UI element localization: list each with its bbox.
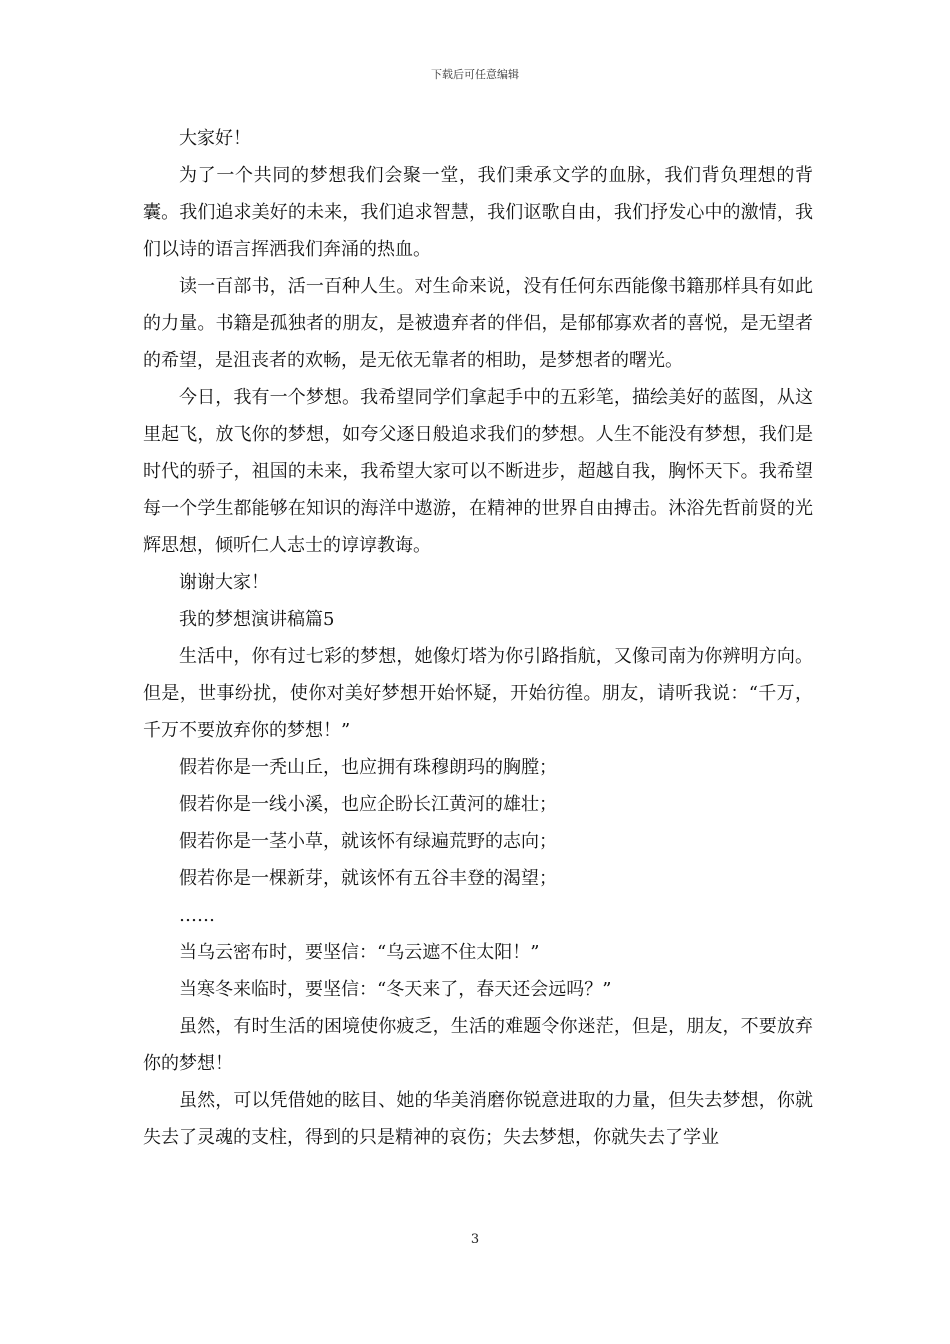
paragraph: 当寒冬来临时，要坚信：“冬天来了，春天还会远吗？” [179, 979, 612, 1000]
paragraph-thanks: 谢谢大家！ [179, 572, 269, 593]
paragraph: 当乌云密布时，要坚信：“乌云遮不住太阳！” [179, 942, 540, 963]
paragraph: 今日，我有一个梦想。我希望同学们拿起手中的五彩笔，描绘美好的蓝图，从这里起飞，放飞你的梦想，如夸父逐日般追求我们的梦想。人生不能没有梦想，我们是时代的骄子，祖国的未来，我希望大家可以不断进步，超越自我，胸怀天下。我希望每一个学生都能够在知识的海洋中遨游，在精神的世界自由搏击。沐浴先哲前贤的光辉思想，倾听仁人志士的谆谆教诲。 [143, 387, 813, 556]
section-title: 我的梦想演讲稿篇5 [179, 609, 335, 630]
paragraph: 读一百部书，活一百种人生。对生命来说，没有任何东西能像书籍那样具有如此的力量。书籍是孤独者的朋友，是被遗弃者的伴侣，是郁郁寡欢者的喜悦，是无望者的希望，是沮丧者的欢畅，是无依无靠者的相助，是梦想者的曙光。 [143, 276, 813, 371]
paragraph: 假若你是一茎小草，就该怀有绿遍荒野的志向； [179, 831, 557, 852]
paragraph: 为了一个共同的梦想我们会聚一堂，我们秉承文学的血脉，我们背负理想的背囊。我们追求美好的未来，我们追求智慧，我们讴歌自由，我们抒发心中的激情，我们以诗的语言挥洒我们奔涌的热血。 [143, 165, 813, 260]
page-header: 下载后可任意编辑 [431, 68, 519, 81]
paragraph: 假若你是一棵新芽，就该怀有五谷丰登的渴望； [179, 868, 557, 889]
ellipsis-line: …… [179, 905, 215, 926]
paragraph: 虽然，可以凭借她的眩目、她的华美消磨你锐意进取的力量，但失去梦想，你就失去了灵魂的支柱，得到的只是精神的哀伤；失去梦想，你就失去了学业 [143, 1090, 813, 1148]
paragraph: 假若你是一线小溪，也应企盼长江黄河的雄壮； [179, 794, 557, 815]
paragraph-greeting: 大家好！ [179, 128, 251, 149]
document-body [143, 120, 813, 1156]
paragraph: 虽然，有时生活的困境使你疲乏，生活的难题令你迷茫，但是，朋友，不要放弃你的梦想！ [143, 1016, 813, 1074]
paragraph: 生活中，你有过七彩的梦想，她像灯塔为你引路指航，又像司南为你辨明方向。但是，世事纷扰，使你对美好梦想开始怀疑，开始彷徨。朋友，请听我说：“千万，千万不要放弃你的梦想！” [143, 646, 813, 741]
page-number: 3 [470, 1232, 480, 1247]
paragraph: 假若你是一秃山丘，也应拥有珠穆朗玛的胸膛； [179, 757, 557, 778]
